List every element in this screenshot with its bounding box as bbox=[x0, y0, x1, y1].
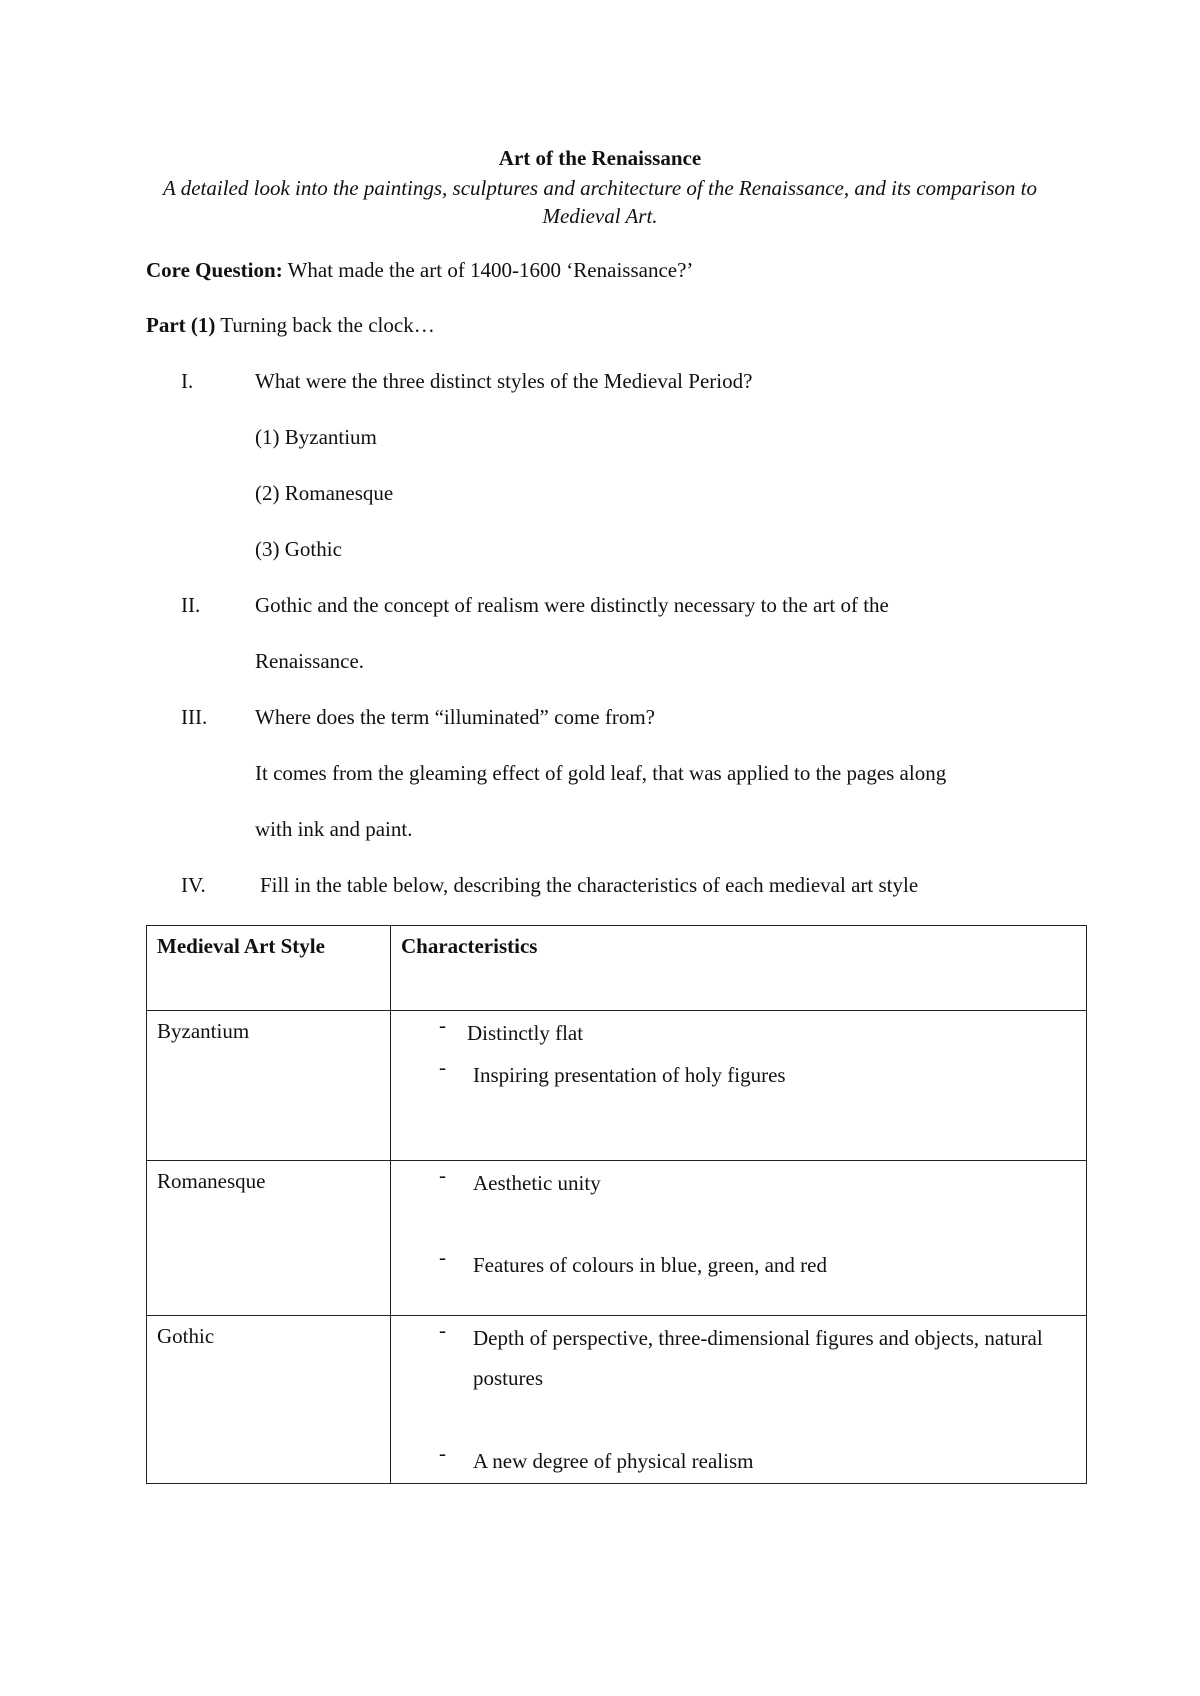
bullet-item bbox=[391, 1163, 1086, 1245]
item-text-continued: Renaissance. bbox=[255, 649, 365, 673]
bullet-item bbox=[391, 1245, 1086, 1287]
table-header-row bbox=[147, 926, 1087, 1011]
table-cell-characteristics bbox=[391, 1161, 1087, 1316]
bullet-text: A new degree of physical realism bbox=[473, 1449, 754, 1473]
table-header-characteristics: Characteristics bbox=[391, 926, 1087, 1011]
item-text: Where does the term “illuminated” come from? bbox=[255, 705, 655, 729]
table-cell-characteristics bbox=[391, 1011, 1087, 1161]
item-numeral: II. bbox=[181, 593, 201, 617]
style-list-item: (3) Gothic bbox=[255, 537, 342, 561]
bullet-item bbox=[391, 1318, 1086, 1441]
part-heading bbox=[146, 313, 435, 338]
table-row bbox=[147, 1316, 1087, 1484]
item-answer-continued: with ink and paint. bbox=[255, 817, 413, 841]
item-numeral: IV. bbox=[181, 873, 206, 897]
part-text: Turning back the clock… bbox=[220, 313, 435, 337]
document-title: Art of the Renaissance bbox=[498, 146, 702, 170]
bullet-item bbox=[391, 1055, 1086, 1097]
part-label: Part (1) bbox=[146, 313, 216, 337]
medieval-styles-table bbox=[146, 925, 1087, 1484]
item-answer: It comes from the gleaming effect of gold leaf, that was applied to the pages along bbox=[255, 761, 947, 785]
bullet-text: Aesthetic unity bbox=[473, 1171, 601, 1195]
item-text: What were the three distinct styles of the Medieval Period? bbox=[255, 369, 753, 393]
style-list-item: (2) Romanesque bbox=[255, 481, 394, 505]
table-row bbox=[147, 1161, 1087, 1316]
item-text: Fill in the table below, describing the characteristics of each medieval art style bbox=[260, 873, 919, 897]
core-question-label: Core Question: bbox=[146, 258, 283, 282]
core-question bbox=[146, 258, 693, 283]
dash-marker: - bbox=[439, 1163, 446, 1187]
table-cell-style: Romanesque bbox=[147, 1161, 391, 1316]
table-cell-characteristics bbox=[391, 1316, 1087, 1484]
dash-marker: - bbox=[439, 1318, 446, 1342]
bullet-text: Distinctly flat bbox=[467, 1021, 584, 1045]
style-list-item: (1) Byzantium bbox=[255, 425, 377, 449]
table-row bbox=[147, 1011, 1087, 1161]
item-text: Gothic and the concept of realism were distinctly necessary to the art of the bbox=[255, 593, 889, 617]
bullet-text: Features of colours in blue, green, and red bbox=[473, 1253, 827, 1277]
item-numeral: I. bbox=[181, 369, 194, 393]
bullet-text: Depth of perspective, three-dimensional figures and objects, natural postures bbox=[473, 1326, 1043, 1390]
bullet-item bbox=[391, 1441, 1086, 1483]
dash-marker: - bbox=[439, 1245, 446, 1269]
bullet-item bbox=[391, 1013, 1086, 1055]
table-header-style: Medieval Art Style bbox=[147, 926, 391, 1011]
dash-marker: - bbox=[439, 1055, 446, 1079]
bullet-text: Inspiring presentation of holy figures bbox=[473, 1063, 786, 1087]
core-question-text: What made the art of 1400-1600 ‘Renaissance?’ bbox=[287, 258, 694, 282]
table-cell-style: Gothic bbox=[147, 1316, 391, 1484]
table-cell-style: Byzantium bbox=[147, 1011, 391, 1161]
document-subtitle: A detailed look into the paintings, sculptures and architecture of the Renaissance, and its comparison to Medieval Art. bbox=[163, 176, 1037, 228]
item-numeral: III. bbox=[181, 705, 208, 729]
dash-marker: - bbox=[439, 1441, 446, 1465]
dash-marker: - bbox=[439, 1013, 446, 1037]
